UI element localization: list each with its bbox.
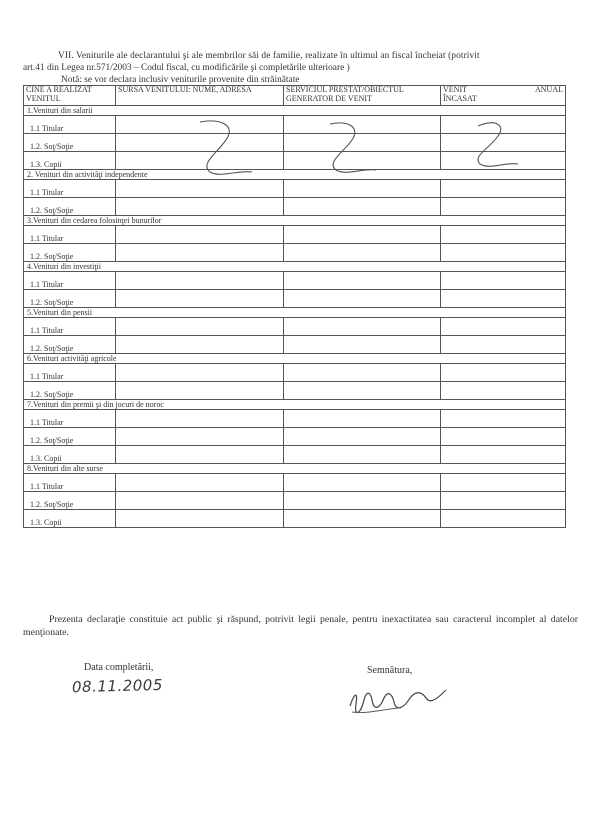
table-row [24, 272, 566, 290]
income-cell[interactable] [441, 364, 566, 382]
section-title: 3.Venituri din cedarea folosinţei bunurilor [24, 216, 566, 226]
row-label: 1.2. Soţ/Soţie [24, 134, 116, 152]
row-label: 1.2. Soţ/Soţie [24, 198, 116, 216]
table-row [24, 116, 566, 134]
row-label: 1.3. Copii [24, 510, 116, 528]
source-cell[interactable] [116, 382, 284, 400]
table-row [24, 134, 566, 152]
service-cell[interactable] [284, 272, 441, 290]
table-row [24, 446, 566, 464]
header-source: SURSA VENITULUI: NUME, ADRESA [116, 86, 284, 106]
row-label: 1.1 Titular [24, 226, 116, 244]
income-cell[interactable] [441, 180, 566, 198]
service-cell[interactable] [284, 382, 441, 400]
source-cell[interactable] [116, 290, 284, 308]
source-cell[interactable] [116, 428, 284, 446]
service-cell[interactable] [284, 510, 441, 528]
row-label: 1.1 Titular [24, 180, 116, 198]
income-cell[interactable] [441, 134, 566, 152]
table-row [24, 474, 566, 492]
service-cell[interactable] [284, 116, 441, 134]
source-cell[interactable] [116, 510, 284, 528]
source-cell[interactable] [116, 134, 284, 152]
legal-statement: Prezenta declaraţie constituie act public şi răspund, potrivit legii penale, pentru inexactitatea sau caracterul incomplet al datelor menţionate. [23, 614, 578, 638]
income-cell[interactable] [441, 446, 566, 464]
table-row [24, 492, 566, 510]
table-row [24, 244, 566, 262]
section-row [24, 106, 566, 116]
source-cell[interactable] [116, 336, 284, 354]
row-label: 1.1 Titular [24, 410, 116, 428]
source-cell[interactable] [116, 364, 284, 382]
service-cell[interactable] [284, 492, 441, 510]
income-cell[interactable] [441, 226, 566, 244]
row-label: 1.2. Soţ/Soţie [24, 428, 116, 446]
income-table [23, 85, 566, 528]
service-cell[interactable] [284, 318, 441, 336]
row-label: 1.1 Titular [24, 116, 116, 134]
row-label: 1.1 Titular [24, 272, 116, 290]
intro-line-2: art.41 din Legea nr.571/2003 – Codul fiscal, cu modificările şi completările ulterioare ) [23, 63, 350, 73]
income-cell[interactable] [441, 474, 566, 492]
source-cell[interactable] [116, 116, 284, 134]
income-cell[interactable] [441, 198, 566, 216]
section-row [24, 170, 566, 180]
header-who: CINE A REALIZAT VENITUL [24, 86, 116, 106]
signature-mark [350, 690, 446, 713]
section-title: 1.Venituri din salarii [24, 106, 566, 116]
header-service: SERVICIUL PRESTAT/OBIECTUL GENERATOR DE VENIT [284, 86, 441, 106]
service-cell[interactable] [284, 336, 441, 354]
table-row [24, 510, 566, 528]
source-cell[interactable] [116, 244, 284, 262]
section-row [24, 262, 566, 272]
section-row [24, 308, 566, 318]
row-label: 1.3. Copii [24, 446, 116, 464]
income-cell[interactable] [441, 272, 566, 290]
service-cell[interactable] [284, 134, 441, 152]
income-table-body [24, 106, 566, 528]
source-cell[interactable] [116, 152, 284, 170]
income-cell[interactable] [441, 116, 566, 134]
table-header-row [24, 86, 566, 106]
service-cell[interactable] [284, 152, 441, 170]
service-cell[interactable] [284, 180, 441, 198]
row-label: 1.2. Soţ/Soţie [24, 290, 116, 308]
section-title: 2. Venituri din activităţi independente [24, 170, 566, 180]
source-cell[interactable] [116, 410, 284, 428]
source-cell[interactable] [116, 492, 284, 510]
table-row [24, 382, 566, 400]
service-cell[interactable] [284, 290, 441, 308]
row-label: 1.1 Titular [24, 318, 116, 336]
income-cell[interactable] [441, 492, 566, 510]
row-label: 1.1 Titular [24, 474, 116, 492]
service-cell[interactable] [284, 410, 441, 428]
income-cell[interactable] [441, 382, 566, 400]
table-row [24, 180, 566, 198]
signature-label: Semnătura, [367, 665, 413, 676]
table-row [24, 410, 566, 428]
section-row [24, 400, 566, 410]
source-cell[interactable] [116, 446, 284, 464]
service-cell[interactable] [284, 244, 441, 262]
intro-note: Notă: se vor declara inclusiv veniturile provenite din străinătate [61, 75, 300, 85]
source-cell[interactable] [116, 198, 284, 216]
signature-underline [352, 708, 398, 713]
table-row [24, 364, 566, 382]
table-row [24, 198, 566, 216]
row-label: 1.2. Soţ/Soţie [24, 244, 116, 262]
header-income [441, 86, 566, 106]
row-label: 1.2. Soţ/Soţie [24, 336, 116, 354]
table-row [24, 290, 566, 308]
source-cell[interactable] [116, 180, 284, 198]
service-cell[interactable] [284, 364, 441, 382]
table-row [24, 336, 566, 354]
income-cell[interactable] [441, 336, 566, 354]
service-cell[interactable] [284, 226, 441, 244]
section-title: 8.Venituri din alte surse [24, 464, 566, 474]
section-title: 4.Venituri din investiţii [24, 262, 566, 272]
income-cell[interactable] [441, 428, 566, 446]
source-cell[interactable] [116, 474, 284, 492]
source-cell[interactable] [116, 272, 284, 290]
table-row [24, 428, 566, 446]
section-row [24, 354, 566, 364]
table-row [24, 226, 566, 244]
row-label: 1.2. Soţ/Soţie [24, 382, 116, 400]
header-income-b: ANUAL [535, 85, 563, 94]
date-label: Data completării, [84, 662, 154, 673]
service-cell[interactable] [284, 428, 441, 446]
income-cell[interactable] [441, 410, 566, 428]
header-income-a: VENIT [443, 85, 467, 94]
section-title: 5.Venituri din pensii [24, 308, 566, 318]
section-intro [23, 50, 581, 86]
income-cell[interactable] [441, 152, 566, 170]
header-income-c: ÎNCASAT [443, 93, 477, 103]
income-cell[interactable] [441, 244, 566, 262]
section-title: 7.Venituri din premii şi din jocuri de noroc [24, 400, 566, 410]
section-row [24, 464, 566, 474]
row-label: 1.1 Titular [24, 364, 116, 382]
service-cell[interactable] [284, 198, 441, 216]
source-cell[interactable] [116, 318, 284, 336]
date-value: 08.11.2005 [71, 675, 164, 697]
income-cell[interactable] [441, 510, 566, 528]
table-row [24, 152, 566, 170]
income-cell[interactable] [441, 318, 566, 336]
row-label: 1.3. Copii [24, 152, 116, 170]
intro-line-1: VII. Veniturile ale declarantului şi ale membrilor săi de familie, realizate în ultimul an fiscal încheiat (potrivit [58, 51, 480, 61]
service-cell[interactable] [284, 474, 441, 492]
source-cell[interactable] [116, 226, 284, 244]
section-row [24, 216, 566, 226]
table-row [24, 318, 566, 336]
row-label: 1.2. Soţ/Soţie [24, 492, 116, 510]
section-title: 6.Venituri activităţi agricole [24, 354, 566, 364]
income-cell[interactable] [441, 290, 566, 308]
service-cell[interactable] [284, 446, 441, 464]
